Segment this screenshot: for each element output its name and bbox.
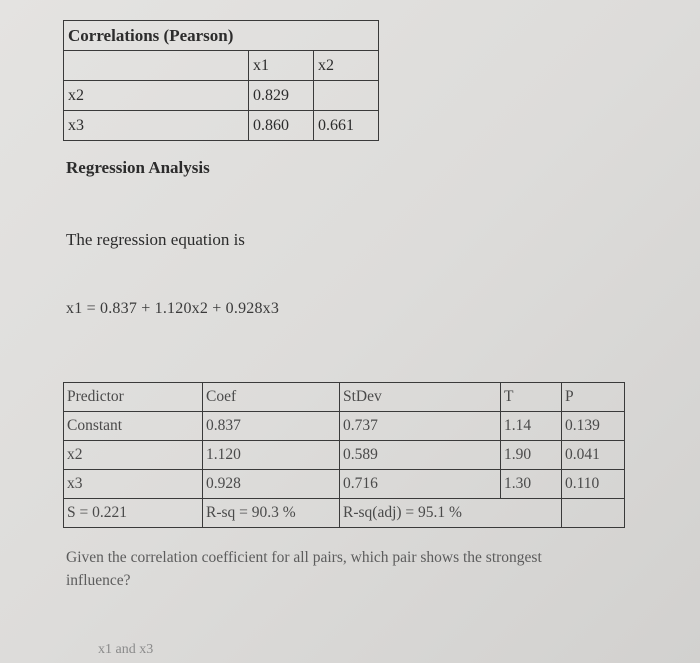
corr-col-header: x2 <box>314 51 379 81</box>
table-row <box>64 470 625 499</box>
reg-header: Predictor <box>64 383 203 412</box>
corr-row-label: x3 <box>64 111 249 141</box>
reg-summary-cell: R-sq(adj) = 95.1 % <box>340 499 562 528</box>
reg-cell: 0.716 <box>340 470 501 499</box>
corr-cell <box>314 81 379 111</box>
reg-cell: Constant <box>64 412 203 441</box>
table-header-row <box>64 383 625 412</box>
reg-cell: 0.139 <box>562 412 625 441</box>
table-row <box>64 441 625 470</box>
reg-summary-cell: S = 0.221 <box>64 499 203 528</box>
table-row <box>64 111 379 141</box>
reg-cell: 1.30 <box>501 470 562 499</box>
reg-header: P <box>562 383 625 412</box>
reg-summary-cell: R-sq = 90.3 % <box>203 499 340 528</box>
question-text: Given the correlation coefficient for all pairs, which pair shows the strongest influence? <box>66 549 542 589</box>
reg-cell: 0.737 <box>340 412 501 441</box>
reg-header: T <box>501 383 562 412</box>
correlations-table <box>63 20 379 141</box>
reg-summary-cell <box>562 499 625 528</box>
reg-cell: 1.120 <box>203 441 340 470</box>
table-row <box>64 412 625 441</box>
reg-cell: x2 <box>64 441 203 470</box>
answer-option[interactable]: x1 and x3 <box>98 642 154 657</box>
reg-cell: 0.110 <box>562 470 625 499</box>
reg-header: StDev <box>340 383 501 412</box>
reg-cell: 0.041 <box>562 441 625 470</box>
table-row <box>64 499 625 528</box>
equation-intro: The regression equation is <box>66 230 245 249</box>
reg-cell: 0.928 <box>203 470 340 499</box>
regression-equation: x1 = 0.837 + 1.120x2 + 0.928x3 <box>66 300 280 317</box>
corr-row-label: x2 <box>64 81 249 111</box>
corr-cell: 0.860 <box>249 111 314 141</box>
reg-cell: x3 <box>64 470 203 499</box>
corr-col-header: x1 <box>249 51 314 81</box>
reg-cell: 1.90 <box>501 441 562 470</box>
corr-cell: 0.829 <box>249 81 314 111</box>
table-row <box>64 81 379 111</box>
reg-header: Coef <box>203 383 340 412</box>
regression-heading: Regression Analysis <box>66 158 210 177</box>
reg-cell: 1.14 <box>501 412 562 441</box>
corr-header-empty <box>64 51 249 81</box>
regression-table <box>63 382 625 528</box>
corr-cell: 0.661 <box>314 111 379 141</box>
reg-cell: 0.837 <box>203 412 340 441</box>
reg-cell: 0.589 <box>340 441 501 470</box>
correlations-title: Correlations (Pearson) <box>64 21 379 51</box>
